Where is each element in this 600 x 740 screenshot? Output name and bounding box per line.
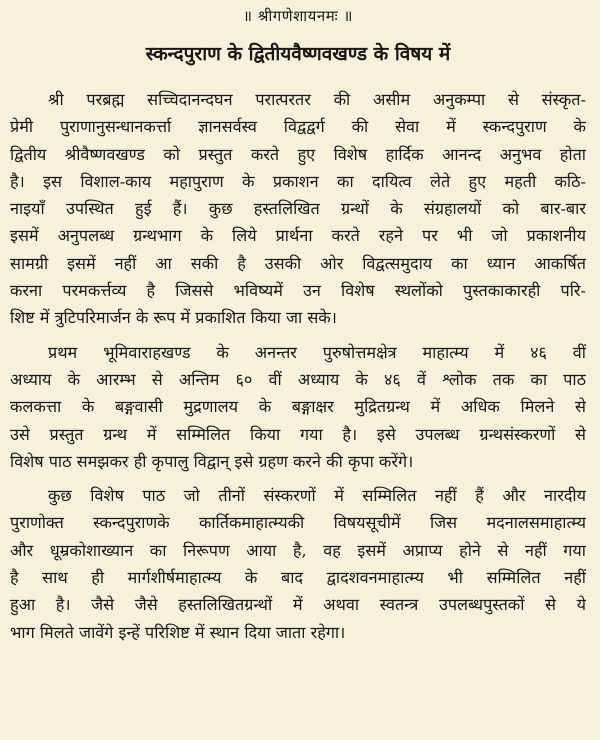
paragraph-2 — [10, 339, 586, 475]
text-line: श्री परब्रह्म सच्चिदानन्दघन परात्परतर की असीम अनुकम्पा से संस्कृत- — [48, 90, 586, 109]
text-line: प्रथम भूमिवाराहखण्ड के अनन्तर पुरुषोत्तमक्षेत्र माहात्म्य में ४६ वीं — [48, 342, 586, 362]
text-line: है साथ ही मार्गशीर्षमाहात्म्य के बाद द्वादशवनमाहात्म्य भी सम्मिलित नहीं — [10, 568, 586, 588]
page-heading: स्कन्दपुराण के द्वितीयवैष्णवखण्ड के विषय में — [145, 43, 451, 65]
text-line: सामग्री इसमें नहीं आ सकी है उसकी ओर विद्वत्समुदाय का ध्यान आकर्षित — [10, 253, 586, 273]
invocation-line: ॥ श्रीगणेशायनमः ॥ — [243, 7, 353, 25]
text-line: भाग मिलते जावेंगे इन्हें परिशिष्ट में स्थान दिया जाता रहेगा। — [10, 622, 346, 642]
text-line: हुआ है। जैसे जैसे हस्तलिखितग्रन्थों में अथवा स्वतन्त्र उपलब्धपुस्तकों से ये — [10, 595, 586, 615]
paragraph-1 — [10, 86, 586, 332]
text-line: शिष्ट में त्रुटिपरिमार्जन के रूप में प्रकाशित किया जा सके। — [10, 308, 337, 328]
text-line: कुछ विशेष पाठ जो तीनों संस्करणों में सम्मिलित नहीं हैं और नारदीय — [48, 486, 586, 506]
text-line: अध्याय के आरम्भ से अन्तिम ६० वीं अध्याय के ४६ वें श्लोक तक का पाठ — [10, 369, 586, 389]
text-line: पुराणोक्त स्कन्दपुराणके कार्तिकमाहात्म्यकी विषयसूचीमें जिस मदनालसमाहात्म्य — [10, 513, 586, 533]
text-line: इसमें अनुपलब्ध ग्रन्थभाग के लिये प्रार्थना करते रहने पर भी जो प्रकाशनीय — [10, 226, 586, 246]
text-line: करना परमकर्त्तव्य है जिससे भविष्यमें उन विशेष स्थलोंको पुस्तकाकारही परि- — [10, 281, 586, 301]
text-line: नाइयाँ उपस्थित हुई हैं। कुछ हस्तलिखित ग्रन्थों के संग्रहालयों को बार-बार — [10, 199, 586, 219]
text-line: कलकत्ता के बङ्गवासी मुद्रणालय के बङ्गाक्षर मुद्रितग्रन्थ में अधिक मिलने से — [10, 397, 586, 417]
text-line: प्रेमी पुराणानुसन्धानकर्त्ता ज्ञानसर्वस्व विद्वद्वर्ग की सेवा में स्कन्दपुराण के — [10, 117, 586, 137]
text-line: द्वितीय श्रीवैष्णवखण्ड को प्रस्तुत करते हुए विशेष हार्दिक आनन्द अनुभव होता — [10, 144, 586, 164]
paragraph-3 — [10, 482, 586, 646]
text-line: विशेष पाठ समझकर ही कृपालु विद्वान् इसे ग्रहण करने की कृपा करेंगे। — [10, 451, 414, 471]
text-line: उसे प्रस्तुत ग्रन्थ में सम्मिलित किया गया है। इसे उपलब्ध ग्रन्थसंस्करणों से — [10, 424, 586, 444]
text-line: है। इस विशाल-काय महापुराण के प्रकाशन का दायित्व लेते हुए महती कठि- — [10, 171, 586, 191]
text-line: और धूम्रकोशाख्यान का निरूपण आया है, वह इसमें अप्राप्य होने से नहीं गया — [10, 540, 586, 560]
